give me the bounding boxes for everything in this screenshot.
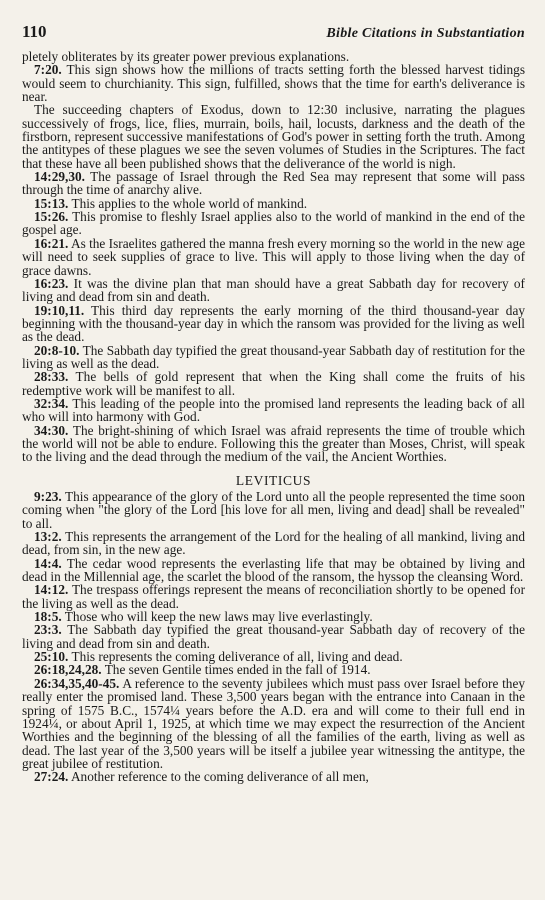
verse-reference: 18:5.	[34, 609, 62, 625]
verse-reference: 9:23.	[34, 489, 62, 504]
verse-paragraph	[22, 210, 525, 237]
verse-paragraph	[22, 304, 525, 344]
verse-commentary: This appearance of the glory of the Lord unto all the people represented the time soon coming when "the glory of the Lord [his love for all men, living and dead] shall be revealed" to all.	[22, 489, 525, 531]
leviticus-section	[22, 490, 525, 784]
verse-paragraph	[22, 170, 525, 197]
verse-commentary: Those who will keep the new laws may live everlastingly.	[64, 609, 373, 625]
verse-paragraph	[22, 103, 525, 170]
verse-commentary: The Sabbath day typified the great thousand-year Sabbath day of restitution for the living as well as the dead.	[22, 342, 525, 371]
verse-reference: 32:34.	[34, 395, 69, 411]
verse-paragraph	[22, 237, 525, 277]
verse-commentary: This promise to fleshly Israel applies also to the world of mankind in the end of the gospel age.	[22, 209, 525, 238]
verse-commentary: A reference to the seventy jubilees which must pass over Israel before they really enter the promised land. These 3,500 years began with the entrance into Canaan in the spring of 1575 B.C., 1574¼ years before the A.D. era and will come to their full end in 1924¼, or about April 1, 1925, at which time we may expect the resurrection of the Ancient Worthies and the beginning of the blessing of all the families of the earth, living as well as dead. The last year of the 3,500 years will be itself a jubilee year witnessing the antitype, the great jubilee of restitution.	[22, 675, 525, 771]
verse-reference: 14:4.	[34, 555, 62, 571]
verse-reference: 15:26.	[34, 209, 69, 225]
verse-commentary: The trespass offerings represent the means of reconciliation shortly to be opened for the living as well as the dead.	[22, 582, 525, 611]
verse-reference: 28:33.	[34, 369, 69, 385]
body-text	[22, 50, 525, 784]
verse-paragraph	[22, 650, 525, 663]
verse-paragraph	[22, 50, 525, 63]
verse-commentary: The passage of Israel through the Red Sea may represent that some will pass through the time of anarchy alive.	[22, 169, 525, 198]
verse-reference: 23:3.	[34, 622, 62, 638]
verse-commentary: The seven Gentile times ended in the fall of 1914.	[104, 662, 371, 678]
verse-paragraph	[22, 530, 525, 557]
verse-commentary: The Sabbath day typified the great thousand-year Sabbath day of recovery of the living and dead from sin and death.	[22, 622, 525, 651]
verse-reference: 16:21.	[34, 235, 69, 251]
verse-commentary: Another reference to the coming deliverance of all men,	[70, 769, 369, 785]
verse-commentary: It was the divine plan that man should have a great Sabbath day for recovery of living and dead from sin and death.	[22, 275, 525, 305]
verse-commentary: The cedar wood represents the everlasting life that may be obtained by living and dead in the Millennial age, the scarlet the blood of the ransom, the hyssop the cleansing Word.	[22, 555, 525, 585]
verse-reference: 15:13.	[34, 195, 69, 211]
verse-paragraph	[22, 63, 525, 103]
verse-paragraph	[22, 770, 525, 783]
verse-reference: 26:34,35,40-45.	[34, 675, 120, 691]
verse-paragraph	[22, 623, 525, 650]
verse-paragraph	[22, 583, 525, 610]
verse-commentary: The succeeding chapters of Exodus, down to 12:30 inclusive, narrating the plagues successively of frogs, lice, flies, murrain, boils, hail, locusts, darkness and the death of the firstborn, represent successive manifestations of God's power in setting forth the truth. Among the antitypes of these plagues we see the seven volumes of Studies in the Scriptures. The fact that these have all been published shows that the deliverance of the world is nigh.	[22, 102, 525, 171]
verse-paragraph	[22, 490, 525, 530]
verse-commentary: The bright-shining of which Israel was afraid represents the time of trouble which the world will not be able to endure. Following this the greater than Moses, Christ, will speak to the living and the dead through the medium of the vail, the Ancient Worthies.	[22, 422, 525, 465]
verse-reference: 26:18,24,28.	[34, 662, 102, 678]
verse-commentary: This sign shows how the millions of tracts setting forth the blessed harvest tidings would seem to churchianity. This sign, fulfilled, shows that the time for earth's deliverance is near.	[22, 62, 525, 105]
verse-paragraph	[22, 197, 525, 210]
section-heading: LEVITICUS	[235, 472, 312, 488]
page-number: 110	[22, 22, 47, 41]
verse-reference: 34:30.	[34, 422, 69, 438]
verse-reference: 14:12.	[34, 582, 69, 598]
verse-commentary: This applies to the whole world of mankind.	[71, 195, 308, 211]
verse-paragraph	[22, 370, 525, 397]
verse-paragraph	[22, 277, 525, 304]
running-title: Bible Citations in Substantiation	[326, 26, 525, 41]
verse-reference: 13:2.	[34, 529, 62, 545]
verse-reference: 20:8-10.	[34, 342, 80, 358]
exodus-section	[22, 50, 525, 464]
verse-commentary: As the Israelites gathered the manna fresh every morning so the world in the new age will need to seek supplies of grace to live. This will apply to those living when the day of grace dawns.	[22, 235, 525, 278]
verse-commentary: This leading of the people into the promised land represents the leading back of all who will into harmony with God.	[22, 395, 525, 425]
verse-reference: 7:20.	[34, 62, 62, 78]
verse-reference: 25:10.	[34, 649, 69, 665]
verse-commentary: This represents the coming deliverance of all, living and dead.	[71, 649, 403, 665]
verse-paragraph	[22, 344, 525, 371]
verse-reference: 19:10,11.	[34, 302, 85, 318]
page-header	[22, 22, 525, 44]
verse-commentary: pletely obliterates by its greater power previous explanations.	[22, 49, 350, 64]
verse-commentary: This represents the arrangement of the Lord for the healing of all mankind, living and dead, from sin, in the new age.	[22, 529, 525, 558]
verse-commentary: The bells of gold represent that when the King shall come the fruits of his redemptive work will be manifest to all.	[22, 369, 525, 398]
verse-paragraph	[22, 610, 525, 623]
verse-paragraph	[22, 677, 525, 770]
verse-reference: 16:23.	[34, 275, 69, 291]
verse-paragraph	[22, 663, 525, 676]
verse-commentary: This third day represents the early morning of the third thousand-year day beginning with the thousand-year day in which the ransom was provided for the living as well as the dead.	[22, 302, 525, 345]
verse-paragraph	[22, 424, 525, 464]
verse-reference: 14:29,30.	[34, 169, 85, 185]
verse-paragraph	[22, 397, 525, 424]
verse-reference: 27:24.	[34, 769, 69, 785]
verse-paragraph	[22, 557, 525, 584]
